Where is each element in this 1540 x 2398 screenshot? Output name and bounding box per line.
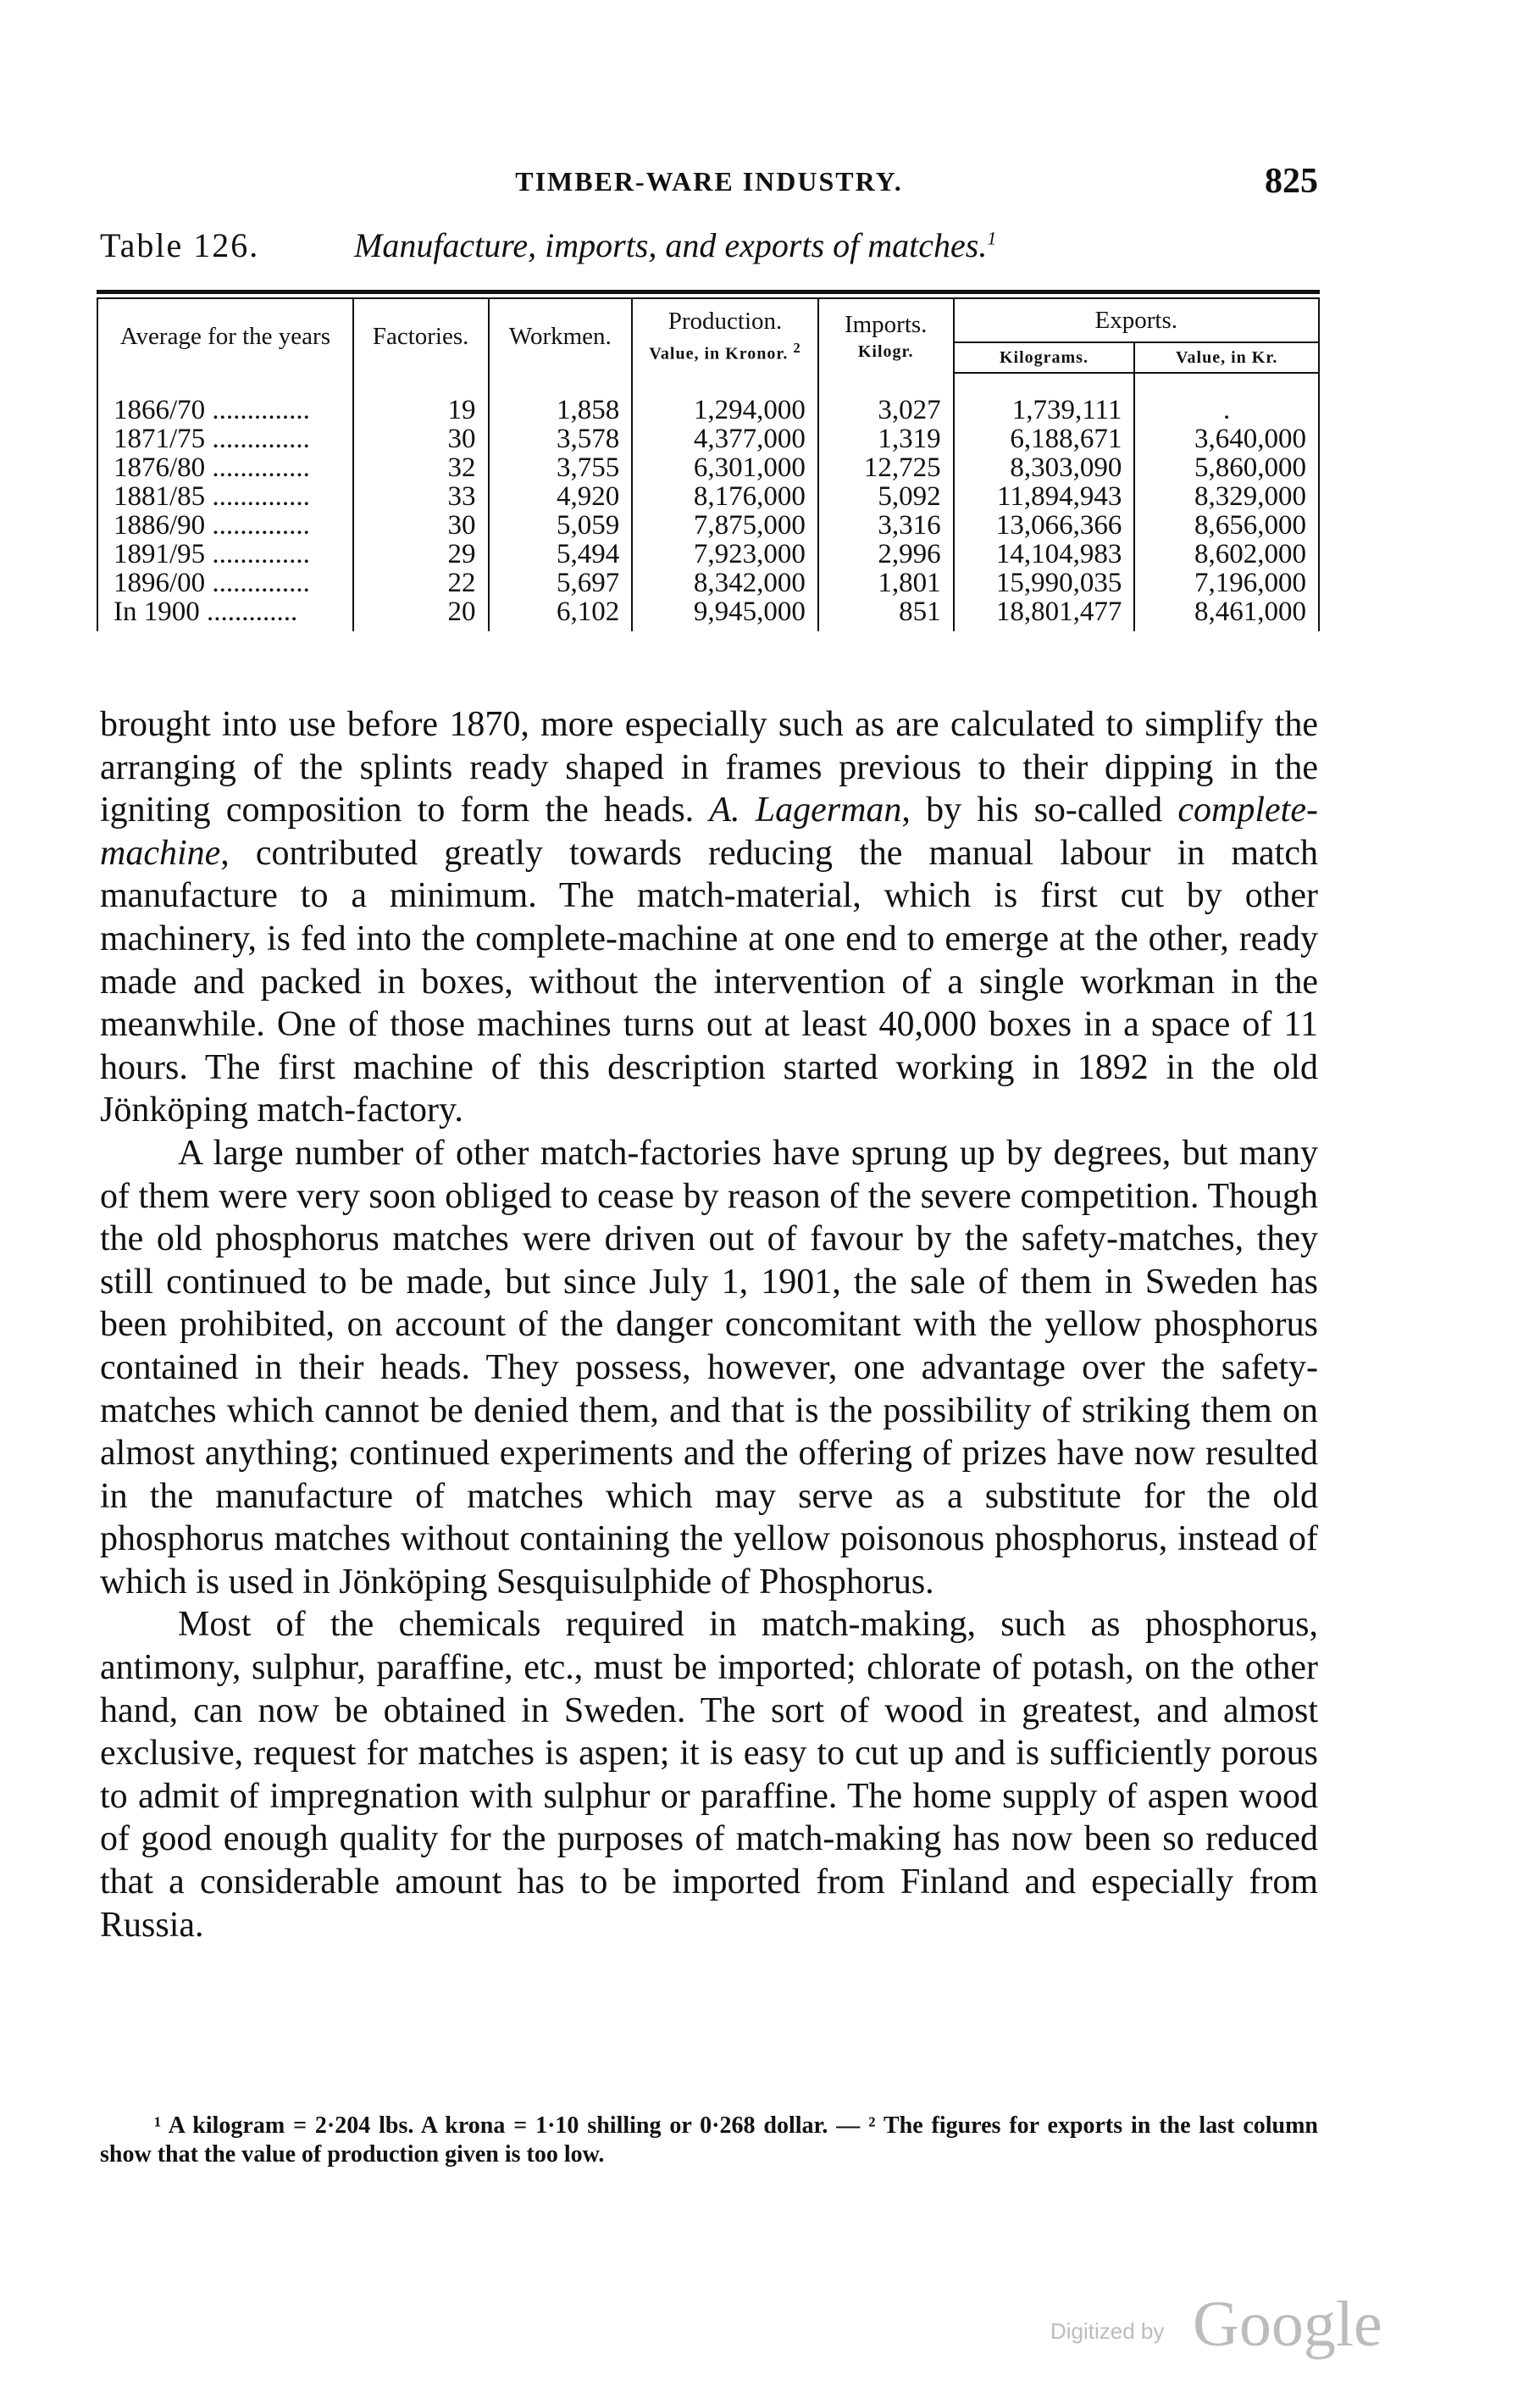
col-header-years: Average for the years [97, 299, 353, 373]
paragraph-2: A large number of other match-factories have sprung up by degrees, but many of them were very soon obliged to cease by reason of the severe competition. Though the old phosphorus matches were driven out of favour by the safety-matches, they still continued to be made, but since July 1, 1901, the sale of them in Sweden has been prohibited, on account of the danger concomitant with the yellow phosphorus contained in their heads. They possess, however, one advantage over the safety-matches which cannot be denied them, and that is the possibility of striking them on almost anything; continued experiments and the offering of prizes have now resulted in the manufacture of matches which may serve as a substitute for the old phosphorus matches without containing the yellow poisonous phosphorus, instead of which is used in Jönköping Sesquisulphide of Phosphorus. [100, 1133, 1318, 1601]
factories-cell: 20 [353, 597, 489, 631]
watermark-prefix: Digitized by [1050, 2318, 1165, 2344]
year-cell [97, 511, 353, 540]
exports-value-cell: 8,656,000 [1134, 511, 1319, 540]
page-number: 825 [1265, 162, 1318, 201]
paragraph-1-text-c: , contributed greatly towards reducing the manual labour in match manufacture to a minimum. The match-material, which is first cut by other machinery, is fed into the complete-machine at one end to emerge at the other, ready made and packed in boxes, without the intervention of a single workman in the meanwhile. One of those machines turns out at least 40,000 boxes in a space of 11 hours. The first machine of this description started working in 1892 in the old Jönköping match-factory. [100, 833, 1318, 1130]
leader-dots: .............. [212, 539, 310, 569]
factories-cell: 30 [353, 511, 489, 540]
body-text [100, 703, 1318, 1946]
exports-kg-cell: 14,104,983 [954, 540, 1135, 569]
exports-kg-cell: 1,739,111 [954, 373, 1135, 425]
leader-dots: .............. [212, 481, 310, 512]
imports-cell: 1,801 [818, 569, 954, 597]
google-logo: Google [1193, 2289, 1382, 2360]
production-cell: 6,301,000 [632, 453, 818, 482]
leader-dots: .............. [212, 452, 310, 483]
table-label: Table 126. [100, 226, 260, 264]
factories-cell: 33 [353, 482, 489, 511]
exports-kg-cell: 6,188,671 [954, 425, 1135, 453]
year-text: In 1900 [114, 597, 200, 627]
table-row [97, 453, 1319, 482]
workmen-cell: 5,494 [489, 540, 633, 569]
col-header-production [632, 299, 818, 373]
header-row [97, 299, 1319, 342]
factories-cell: 29 [353, 540, 489, 569]
table-row [97, 482, 1319, 511]
production-cell: 7,923,000 [632, 540, 818, 569]
year-cell [97, 540, 353, 569]
table-row [97, 597, 1319, 631]
table-row [97, 373, 1319, 425]
col-header-exports-value: Value, in Kr. [1134, 342, 1319, 373]
year-cell [97, 453, 353, 482]
exports-value-cell: 8,329,000 [1134, 482, 1319, 511]
footnotes [100, 2112, 1318, 2169]
table-caption [100, 225, 1320, 276]
exports-value-cell: 5,860,000 [1134, 453, 1319, 482]
exports-kg-cell: 13,066,366 [954, 511, 1135, 540]
leader-dots: .............. [212, 394, 310, 425]
exports-kg-cell: 8,303,090 [954, 453, 1135, 482]
footnote-text: ¹ A kilogram = 2·204 lbs. A krona = 1·10 shilling or 0·268 dollar. — ² The figures for exports in the last column show that the value of production given is too low. [100, 2112, 1318, 2168]
imports-cell: 2,996 [818, 540, 954, 569]
table-row [97, 511, 1319, 540]
paragraph-1-text-a: brought into use before 1870, more especially such as are calculated to simplify the arranging of the splints ready shaped in frames previous to their dipping in the igniting composition to form the heads. [100, 705, 1318, 830]
production-label: Production. [668, 308, 783, 336]
workmen-cell: 5,697 [489, 569, 633, 597]
exports-kg-cell: 15,990,035 [954, 569, 1135, 597]
person-name: A. Lagerman [709, 791, 902, 830]
workmen-cell: 1,858 [489, 373, 633, 425]
leader-dots: .............. [212, 568, 310, 598]
year-text: 1871/75 [114, 424, 206, 454]
table-row [97, 425, 1319, 453]
factories-cell: 32 [353, 453, 489, 482]
exports-value-cell: 3,640,000 [1134, 425, 1319, 453]
imports-cell: 12,725 [818, 453, 954, 482]
imports-cell: 1,319 [818, 425, 954, 453]
year-text: 1891/95 [114, 539, 206, 569]
paragraph-1 [100, 703, 1318, 1132]
paragraph-3: Most of the chemicals required in match-making, such as phosphorus, antimony, sulphur, paraffine, etc., must be imported; chlorate of potash, on the other hand, can now be obtained in Sweden. The sort of wood in greatest, and almost exclusive, request for matches is aspen; it is easy to cut up and is sufficiently porous to admit of impregnation with sulphur or paraffine. The home supply of aspen wood of good enough quality for the purposes of match-making has now been so reduced that a considerable amount has to be imported from Finland and especially from Russia. [100, 1605, 1318, 1945]
table-top-rule [97, 290, 1320, 294]
production-marker: 2 [793, 340, 801, 357]
imports-label: Imports. [844, 310, 928, 338]
leader-dots: .............. [212, 424, 310, 454]
imports-cell: 5,092 [818, 482, 954, 511]
production-cell: 7,875,000 [632, 511, 818, 540]
production-unit: Value, in Kronor. [649, 344, 789, 364]
workmen-cell: 5,059 [489, 511, 633, 540]
col-header-exports: Exports. [954, 299, 1319, 342]
workmen-cell: 4,920 [489, 482, 633, 511]
imports-cell: 851 [818, 597, 954, 631]
year-text: 1881/85 [114, 481, 206, 512]
production-cell: 4,377,000 [632, 425, 818, 453]
imports-unit: Kilogr. [857, 341, 914, 361]
table-container [97, 290, 1320, 631]
year-cell [97, 425, 353, 453]
col-header-imports [818, 299, 954, 373]
production-cell: 1,294,000 [632, 373, 818, 425]
exports-kg-cell: 11,894,943 [954, 482, 1135, 511]
table-title-text: Manufacture, imports, and exports of matches. [354, 226, 988, 264]
paragraph-1-text-b: , by his so-called [901, 791, 1178, 830]
table-row [97, 569, 1319, 597]
exports-value-cell: 8,602,000 [1134, 540, 1319, 569]
year-cell [97, 597, 353, 631]
workmen-cell: 3,755 [489, 453, 633, 482]
imports-cell: 3,027 [818, 373, 954, 425]
production-cell: 8,176,000 [632, 482, 818, 511]
imports-cell: 3,316 [818, 511, 954, 540]
workmen-cell: 6,102 [489, 597, 633, 631]
production-cell: 9,945,000 [632, 597, 818, 631]
col-header-workmen: Workmen. [489, 299, 633, 373]
leader-dots: .............. [212, 510, 310, 541]
digitization-watermark [1050, 2288, 1389, 2360]
col-header-factories: Factories. [353, 299, 489, 373]
table-title [354, 225, 996, 265]
machine-term: complete-machine [100, 791, 1318, 873]
year-cell [97, 569, 353, 597]
matches-table [97, 299, 1320, 631]
factories-cell: 30 [353, 425, 489, 453]
year-text: 1876/80 [114, 452, 206, 483]
exports-value-cell: 7,196,000 [1134, 569, 1319, 597]
exports-value-cell: . [1134, 373, 1319, 425]
leader-dots: ............. [207, 597, 298, 627]
year-text: 1886/90 [114, 510, 206, 541]
year-cell [97, 482, 353, 511]
year-text: 1896/00 [114, 568, 206, 598]
exports-kg-cell: 18,801,477 [954, 597, 1135, 631]
factories-cell: 19 [353, 373, 489, 425]
workmen-cell: 3,578 [489, 425, 633, 453]
year-text: 1866/70 [114, 394, 206, 425]
running-head [100, 162, 1318, 208]
exports-value-cell: 8,461,000 [1134, 597, 1319, 631]
factories-cell: 22 [353, 569, 489, 597]
running-title: TIMBER-WARE INDUSTRY. [515, 166, 903, 197]
footnote-marker: 1 [987, 227, 997, 249]
year-cell [97, 373, 353, 425]
production-cell: 8,342,000 [632, 569, 818, 597]
table-row [97, 540, 1319, 569]
col-header-exports-kg: Kilograms. [954, 342, 1135, 373]
